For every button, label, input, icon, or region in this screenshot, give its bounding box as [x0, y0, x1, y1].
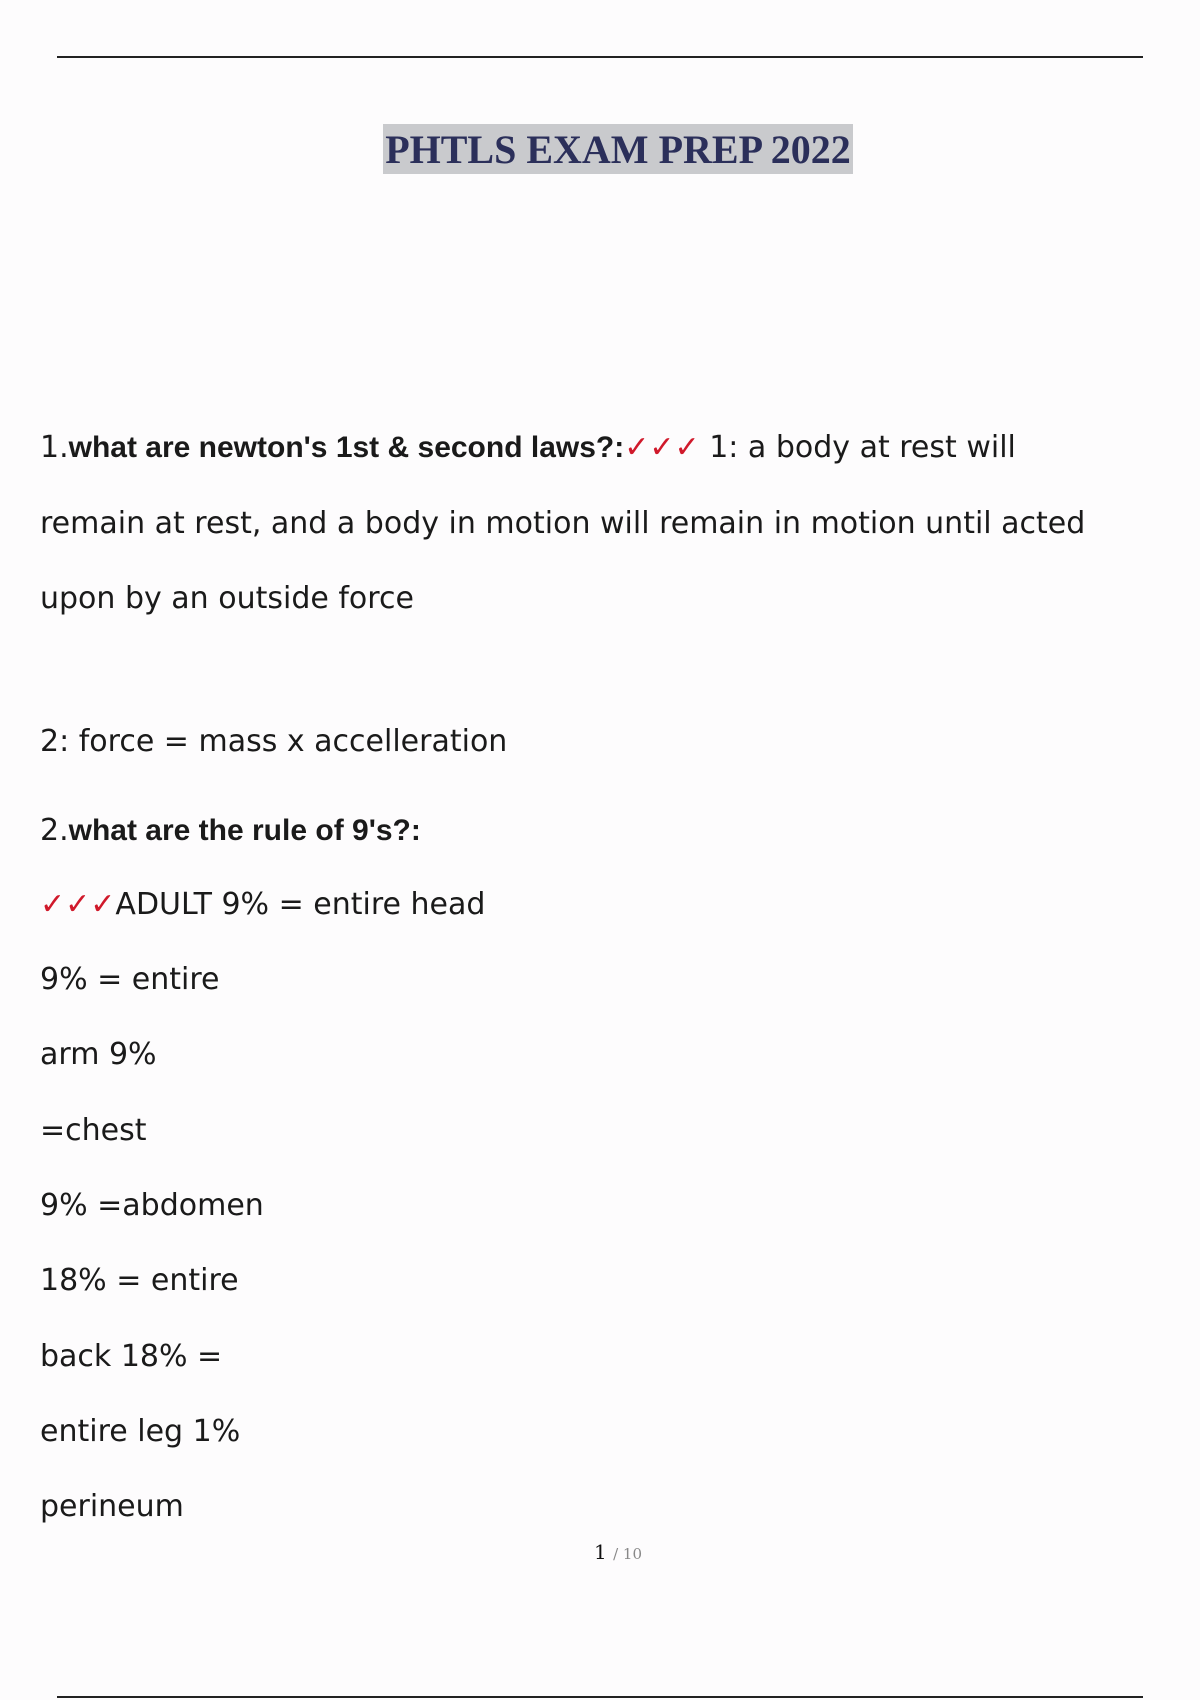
- page-number: [0, 1540, 1200, 1564]
- question-2-answer-line: ADULT 9% = entire head: [115, 887, 486, 922]
- question-2-answer-line: 9% =abdomen: [40, 1188, 264, 1223]
- question-1-line-1: [40, 428, 1170, 468]
- question-1-answer-line: upon by an outside force: [40, 581, 414, 616]
- question-2-answer-line: =chest: [40, 1113, 147, 1148]
- question-1-number: 1.: [40, 430, 69, 465]
- question-2-answer-line: arm 9%: [40, 1037, 157, 1072]
- question-2-number: 2.: [40, 813, 69, 848]
- question-2-answer-line: perineum: [40, 1489, 184, 1524]
- question-1-answer-line: 2: force = mass x accelleration: [40, 724, 508, 759]
- document-title: PHTLS EXAM PREP 2022: [383, 124, 853, 174]
- question-2-answer-line: 18% = entire: [40, 1263, 239, 1298]
- question-1-text: what are newton's 1st & second laws?:: [68, 431, 625, 464]
- question-2-heading: [40, 811, 1170, 851]
- question-1-answer-line: remain at rest, and a body in motion will remain in motion until acted: [40, 506, 1086, 541]
- question-2-answer-line: entire leg 1%: [40, 1414, 241, 1449]
- title-container: [0, 124, 1200, 174]
- question-2-check-icon: ✓✓✓: [40, 887, 116, 922]
- bottom-divider: [57, 1696, 1143, 1698]
- top-divider: [57, 56, 1143, 58]
- question-1-answer-line: 1: a body at rest will: [699, 430, 1016, 465]
- question-2-answer-line: 9% = entire: [40, 962, 220, 997]
- question-2-text: what are the rule of 9's?:: [68, 814, 421, 847]
- page-current: 1: [593, 1540, 607, 1564]
- question-2-answer-first: [40, 885, 1170, 925]
- question-1-check-icon: ✓✓✓: [624, 430, 700, 465]
- page-total: / 10: [613, 1545, 642, 1563]
- question-2-answer-line: back 18% =: [40, 1339, 223, 1374]
